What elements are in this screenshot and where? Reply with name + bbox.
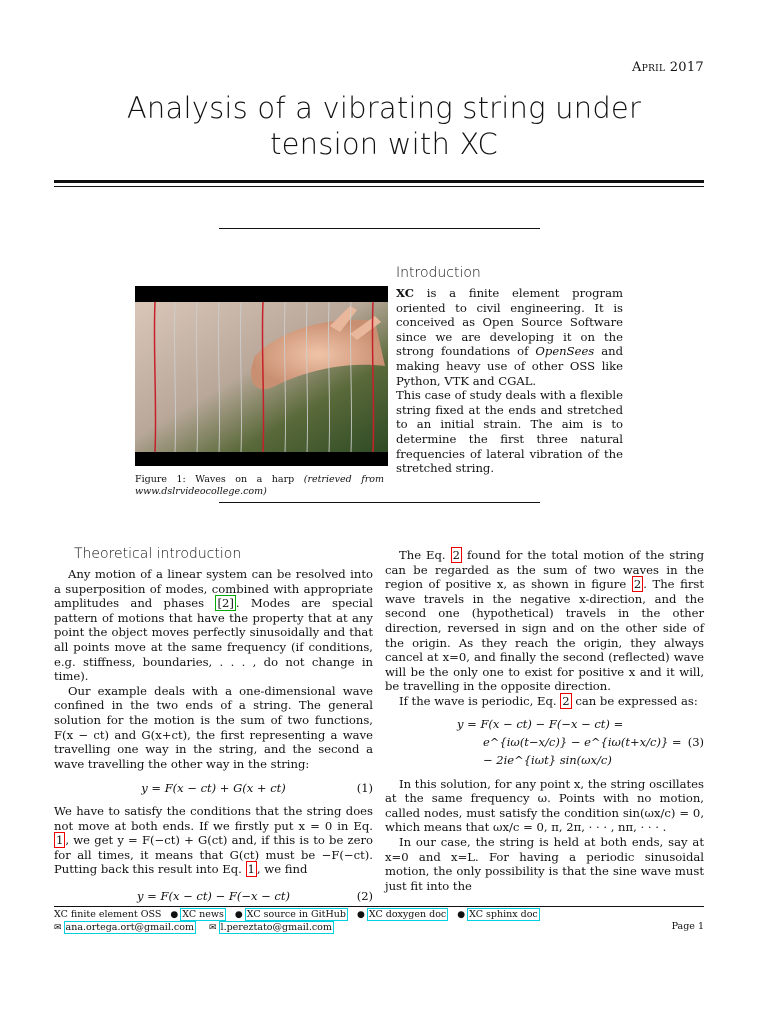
- intro-heading: Introduction: [396, 265, 481, 281]
- theory-right-column: The Eq. 2 found for the total motion of the string can be regarded as the sum of two waves in the region of positive x, as shown in figure 2 . The first wave travels in the negative x-direction, and the second one (hypothetical) travels in the other direction, reversed in sign and on the other side of the origin. As they reach the origin, they always cancel at x=0, and finally the second (reflected) wave will be the only one to exist for positive x and it will, be travelling in the opposite direction. If the wave is periodic, Eq. 2 can be expressed as: y = F(x − ct) − F(−x − ct) = e^{iω(t−x/c)} − e^{iω(t+x/c)} = − 2ie^{iωt} sin(ωx/c) (3) In this solution, for any point x, the string oscillates at the same frequency ω. Points with no motion, called nodes, must satisfy the condition sin(ωx/c) = 0, which means that ωx/c = 0, π, 2π, · · · , nπ, · · · . In our case, the string is held at both ends, say at x=0 and x=L. For having a periodic sinusoidal motion, the only possibility is that the sine wave must just fit into the: [385, 548, 704, 893]
- harp-photo-graphic: [135, 286, 388, 466]
- xc-doxygen-link[interactable]: XC doxygen doc: [368, 909, 447, 920]
- footer-rule: [54, 906, 704, 907]
- xc-github-link[interactable]: XC source in GitHub: [246, 909, 346, 920]
- email-link-1[interactable]: ana.ortega.ort@gmail.com: [65, 922, 194, 933]
- xc-sphinx-link[interactable]: XC sphinx doc: [469, 909, 538, 920]
- equation-2: y = F(x − ct) − F(−x − ct) (2): [137, 888, 373, 903]
- equation-1: y = F(x − ct) + G(x + ct) (1): [141, 781, 373, 796]
- github-icon: ●: [234, 910, 243, 920]
- github-icon: ●: [457, 910, 466, 920]
- theory-left-column: Any motion of a linear system can be resolved into a superposition of modes, combined with appropriate amplitudes and phases [2] . Modes are special pattern of motions that have the property that at any point the object moves perfectly sinusoidally and that all points move at the same frequency (if conditions, e.g. stiffness, boundaries, . . . , do not change in time). Our example deals with a one-dimensional wave confined in the two ends of a string. The general solution for the motion is the sum of two functions, F(x − ct) and G(x+ct), the first representing a wave travelling one way in the string, and the second a wave travelling the other way in the string: y = F(x − ct) + G(x + ct) (1) We have to satisfy the conditions that the string does not move at both ends. If we firstly put x = 0 in Eq. 1 , we get y = F(−ct) + G(ct) and, if this is to be zero for all times, it means that G(ct) must be −F(−ct). Putting back this result into Eq. 1 , we find y = F(x − ct) − F(−x − ct) (2): [54, 567, 373, 903]
- section-rule-bottom: [219, 502, 540, 503]
- title-line-2: tension with XC: [270, 127, 498, 161]
- intro-text: XC is a finite element program oriented to civil engineering. It is conceived as Open Source Software since we are developing it on the strong foundations of OpenSees and making heavy use of other OSS like Python, VTK and CGAL. This case of study deals with a flexible string fixed at the ends and stretched to an initial strain. The aim is to determine the first three natural frequencies of lateral vibration of the stretched string.: [396, 286, 624, 476]
- figure-ref-link[interactable]: 2: [633, 577, 642, 592]
- citation-link[interactable]: [2]: [217, 596, 234, 611]
- envelope-icon: ✉: [209, 923, 217, 933]
- footer-org: XC finite element OSS: [54, 909, 162, 920]
- title-rule-thick: [54, 180, 704, 183]
- section-rule-top: [219, 228, 540, 229]
- envelope-icon: ✉: [54, 923, 62, 933]
- document-date: April 2017: [632, 60, 704, 75]
- eq-ref-link[interactable]: 1: [56, 833, 64, 848]
- xc-news-link[interactable]: XC news: [182, 909, 224, 920]
- footer: [54, 909, 704, 934]
- equation-3: y = F(x − ct) − F(−x − ct) = e^{iω(t−x/c)} − e^{iω(t+x/c)} = − 2ie^{iωt} sin(ωx/c) (3): [457, 716, 704, 767]
- github-icon: ●: [357, 910, 365, 920]
- eq-ref-link[interactable]: 2: [562, 693, 570, 708]
- theory-heading: Theoretical introduction: [74, 546, 242, 562]
- document-title: [40, 90, 728, 162]
- figure-caption: Figure 1: Waves on a harp (retrieved from www.dslrvideocollege.com): [135, 474, 384, 497]
- page-number: Page 1: [671, 921, 704, 932]
- eq-ref-link[interactable]: 1: [247, 862, 255, 877]
- harp-photo: [135, 286, 388, 466]
- eq-ref-link[interactable]: 2: [452, 548, 460, 562]
- email-link-2[interactable]: l.pereztato@gmail.com: [220, 922, 332, 933]
- github-icon: ●: [170, 910, 179, 920]
- title-line-1: Analysis of a vibrating string under: [126, 91, 642, 125]
- title-rule-thin: [54, 186, 704, 187]
